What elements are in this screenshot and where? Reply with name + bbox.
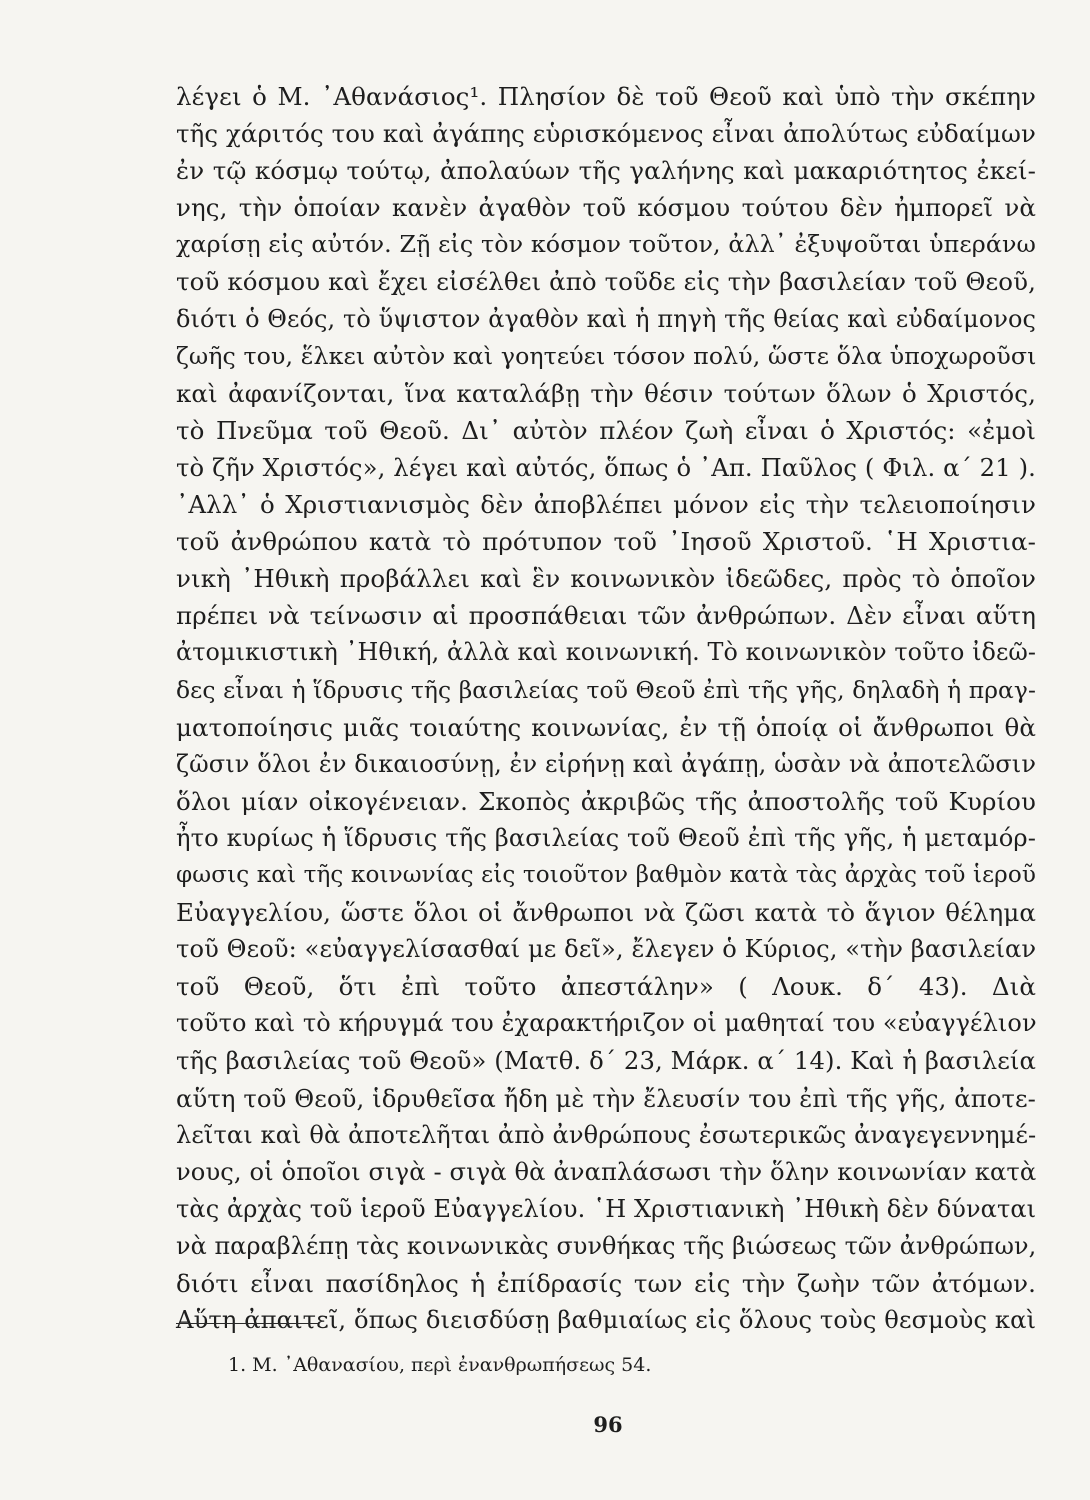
text-line: ᾿Αλλ᾿ ὁ Χριστιανισμὸς δὲν ἀποβλέπει μόνον εἰς τὴν τελειοποίησιν	[176, 490, 1036, 520]
text-line: νὰ παραβλέπῃ τὰς κοινωνικὰς συνθήκας τῆς βιώσεως τῶν ἀνθρώπων,	[176, 1231, 1037, 1260]
text-line: τῆς βασιλείας τοῦ Θεοῦ» (Ματθ. δ΄ 23, Μάρκ. α΄ 14). Καὶ ἡ βασιλεία	[176, 1046, 1036, 1076]
text-line: φωσις καὶ τῆς κοινωνίας εἰς τοιοῦτον βαθμὸν κατὰ τὰς ἀρχὰς τοῦ ἱεροῦ	[176, 861, 1036, 888]
text-line: ἦτο κυρίως ἡ ἵδρυσις τῆς βασιλείας τοῦ Θεοῦ ἐπὶ τῆς γῆς, ἡ μεταμόρ-	[176, 823, 1036, 852]
body-text	[176, 78, 1036, 1339]
text-line: διότι εἶναι πασίδηλος ἡ ἐπίδρασίς των εἰς τὴν ζωὴν τῶν ἀτόμων.	[176, 1269, 1036, 1298]
text-line: διότι ὁ Θεός, τὸ ὕψιστον ἀγαθὸν καὶ ἡ πηγὴ τῆς θείας καὶ εὐδαίμονος	[176, 304, 1036, 333]
text-line: τοῦ ἀνθρώπου κατὰ τὸ πρότυπον τοῦ ᾿Ιησοῦ Χριστοῦ. ῾Η Χριστια-	[176, 527, 1036, 557]
text-line: λεῖται καὶ θὰ ἀποτελῆται ἀπὸ ἀνθρώπους ἐσωτερικῶς ἀναγεγεννημέ-	[176, 1120, 1037, 1149]
text-line: νικὴ ᾿Ηθικὴ προβάλλει καὶ ἓν κοινωνικὸν ἰδεῶδες, πρὸς τὸ ὁποῖον	[176, 564, 1036, 594]
footnote: 1. Μ. ᾿Αθανασίου, περὶ ἐνανθρωπήσεως 54.	[228, 1354, 652, 1376]
text-line: τὸ ζῆν Χριστός», λέγει καὶ αὐτός, ὅπως ὁ ᾿Απ. Παῦλος ( Φιλ. α΄ 21 ).	[176, 452, 1036, 482]
text-line: νους, οἱ ὁποῖοι σιγὰ - σιγὰ θὰ ἀναπλάσωσι τὴν ὅλην κοινωνίαν κατὰ	[176, 1157, 1037, 1186]
text-line: ἀτομικιστικὴ ᾿Ηθική, ἀλλὰ καὶ κοινωνική. Τὸ κοινωνικὸν τοῦτο ἰδεῶ-	[176, 638, 1037, 667]
text-line: Αὕτη ἀπαιτεῖ, ὅπως διεισδύσῃ βαθμιαίως εἰς ὅλους τοὺς θεσμοὺς καὶ	[176, 1306, 1037, 1335]
text-line: πρέπει νὰ τείνωσιν αἱ προσπάθειαι τῶν ἀνθρώπων. Δὲν εἶναι αὕτη	[176, 601, 1036, 631]
text-line: τὰς ἀρχὰς τοῦ ἱεροῦ Εὐαγγελίου. ῾Η Χριστιανικὴ ᾿Ηθικὴ δὲν δύναται	[176, 1194, 1037, 1223]
text-line: τῆς χάριτός του καὶ ἀγάπης εὑρισκόμενος εἶναι ἀπολύτως εὐδαίμων	[176, 119, 1036, 149]
text-line: λέγει ὁ Μ. ᾿Αθανάσιος¹. Πλησίον δὲ τοῦ Θεοῦ καὶ ὑπὸ τὴν σκέπην	[176, 82, 1036, 111]
text-line: τὸ Πνεῦμα τοῦ Θεοῦ. Δι᾿ αὐτὸν πλέον ζωὴ εἶναι ὁ Χριστός: «ἐμοὶ	[176, 415, 1036, 445]
text-line: τοῦ Θεοῦ: «εὐαγγελίσασθαί με δεῖ», ἔλεγεν ὁ Κύριος, «τὴν βασιλείαν	[176, 935, 1037, 964]
text-line: νης, τὴν ὁποίαν κανὲν ἀγαθὸν τοῦ κόσμου τούτου δὲν ἠμπορεῖ νὰ	[176, 193, 1036, 223]
text-line: αὕτη τοῦ Θεοῦ, ἱδρυθεῖσα ἤδη μὲ τὴν ἔλευσίν του ἐπὶ τῆς γῆς, ἀποτε-	[176, 1083, 1036, 1113]
text-line: καὶ ἀφανίζονται, ἵνα καταλάβῃ τὴν θέσιν τούτων ὅλων ὁ Χριστός,	[176, 378, 1036, 408]
text-line: τοῦτο καὶ τὸ κήρυγμά του ἐχαρακτήριζον οἱ μαθηταί του «εὐαγγέλιον	[176, 1009, 1037, 1038]
text-line: ματοποίησις μιᾶς τοιαύτης κοινωνίας, ἐν τῇ ὁποίᾳ οἱ ἄνθρωποι θὰ	[176, 712, 1036, 742]
text-line: τοῦ Θεοῦ, ὅτι ἐπὶ τοῦτο ἀπεστάλην» ( Λουκ. δ΄ 43). Διὰ	[176, 972, 1036, 1002]
text-line: ζωῆς του, ἕλκει αὐτὸν καὶ γοητεύει τόσον πολύ, ὥστε ὅλα ὑποχωροῦσι	[176, 341, 1037, 370]
page-number: 96	[593, 1412, 623, 1437]
text-line: ὅλοι μίαν οἰκογένειαν. Σκοπὸς ἀκριβῶς τῆς ἀποστολῆς τοῦ Κυρίου	[176, 786, 1036, 816]
text-line: δες εἶναι ἡ ἵδρυσις τῆς βασιλείας τοῦ Θεοῦ ἐπὶ τῆς γῆς, δηλαδὴ ἡ πραγ-	[176, 675, 1037, 704]
footnote-rule	[176, 1323, 318, 1324]
text-line: Εὐαγγελίου, ὥστε ὅλοι οἱ ἄνθρωποι νὰ ζῶσι κατὰ τὸ ἅγιον θέλημα	[176, 898, 1036, 928]
text-line: τοῦ κόσμου καὶ ἔχει εἰσέλθει ἀπὸ τοῦδε εἰς τὴν βασιλείαν τοῦ Θεοῦ,	[176, 267, 1036, 297]
text-line: ἐν τῷ κόσμῳ τούτῳ, ἀπολαύων τῆς γαλήνης καὶ μακαριότητος ἐκεί-	[176, 156, 1036, 186]
text-line: χαρίσῃ εἰς αὐτόν. Ζῇ εἰς τὸν κόσμον τοῦτον, ἀλλ᾿ ἐξυψοῦται ὑπεράνω	[176, 230, 1036, 259]
text-line: ζῶσιν ὅλοι ἐν δικαιοσύνῃ, ἐν εἰρήνῃ καὶ ἀγάπῃ, ὡσὰν νὰ ἀποτελῶσιν	[176, 749, 1037, 778]
